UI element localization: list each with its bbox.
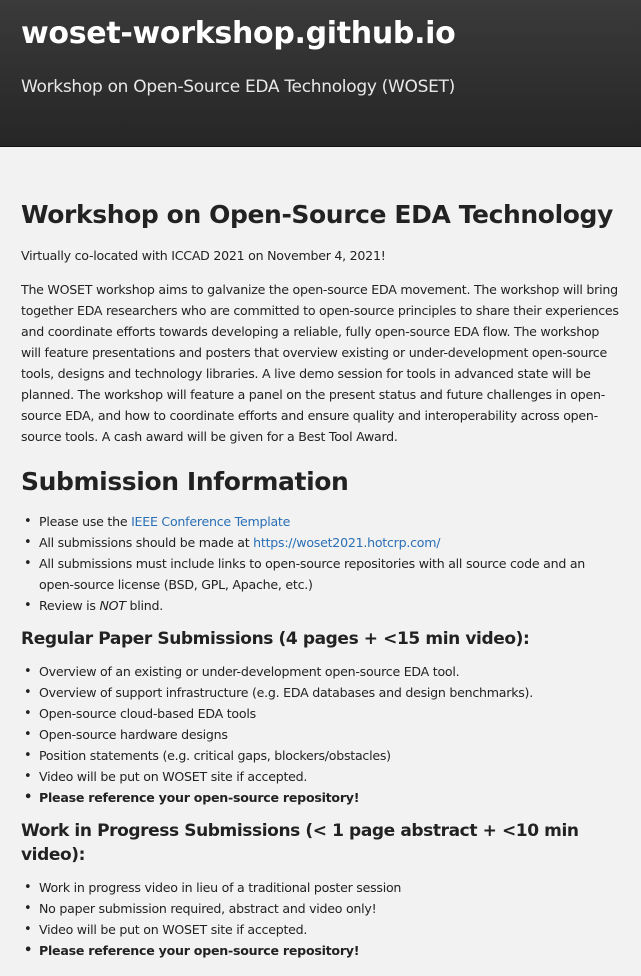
submission-heading: Submission Information — [21, 467, 349, 496]
list-item: • No paper submission required, abstract and video only! — [21, 898, 620, 919]
wip-submissions-heading: Work in Progress Submissions (< 1 page abstract + <10 min video): — [21, 821, 579, 865]
list-item — [21, 553, 620, 595]
regular-submissions-heading: Regular Paper Submissions (4 pages + <15 min video): — [21, 629, 530, 649]
list-item: • Overview of an existing or under-development open-source EDA tool. — [21, 661, 620, 682]
list-item-text: All submissions must include links to open-source repositories with all source code and an open-source license (BSD, GPL, Apache, etc.) — [39, 556, 586, 592]
submission-list — [21, 511, 620, 616]
list-item-bold: • Please reference your open-source repository! — [21, 940, 620, 961]
list-item-text: Review is — [39, 598, 100, 613]
ieee-template-link[interactable]: IEEE Conference Template — [131, 514, 291, 529]
site-tagline: Workshop on Open-Source EDA Technology (WOSET) — [21, 77, 455, 97]
list-item — [21, 595, 620, 616]
list-item — [21, 511, 620, 532]
list-item: • Work in progress video in lieu of a traditional poster session — [21, 877, 620, 898]
list-item: • Open-source cloud-based EDA tools — [21, 703, 620, 724]
list-item-text: blind. — [125, 598, 164, 613]
list-item: • Video will be put on WOSET site if accepted. — [21, 766, 620, 787]
list-item: • Overview of support infrastructure (e.g. EDA databases and design benchmarks). — [21, 682, 620, 703]
list-item-text: All submissions should be made at — [39, 535, 254, 550]
list-item — [21, 532, 620, 553]
main-content — [0, 147, 641, 961]
wip-submissions-list — [21, 877, 620, 961]
list-item: • Video will be put on WOSET site if accepted. — [21, 919, 620, 940]
emphasis-not: NOT — [99, 598, 126, 613]
intro-paragraph: The WOSET workshop aims to galvanize the open-source EDA movement. The workshop will bring together EDA researchers who are committed to open-source principles to share their experiences and coordinate efforts towards developing a reliable, fully open-source EDA flow. The workshop will feature presentations and posters that overview existing or under-development open-source tools, designs and technology libraries. A live demo session for tools in advanced state will be planned. The workshop will feature a panel on the present status and future challenges in open-source EDA, and how to coordinate efforts and ensure quality and interoperability across open-source tools. A cash award will be given for a Best Tool Award. — [21, 282, 619, 444]
colocated-note: Virtually co-located with ICCAD 2021 on November 4, 2021! — [21, 248, 386, 263]
site-header — [0, 0, 641, 147]
regular-submissions-list — [21, 661, 620, 808]
hotcrp-link[interactable]: https://woset2021.hotcrp.com/ — [253, 535, 441, 550]
list-item: • Open-source hardware designs — [21, 724, 620, 745]
page-title: Workshop on Open-Source EDA Technology — [21, 200, 613, 229]
list-item: • Position statements (e.g. critical gaps, blockers/obstacles) — [21, 745, 620, 766]
list-item-bold: • Please reference your open-source repository! — [21, 787, 620, 808]
site-title[interactable]: woset-workshop.github.io — [21, 16, 456, 51]
list-item-text: Please use the — [39, 514, 132, 529]
